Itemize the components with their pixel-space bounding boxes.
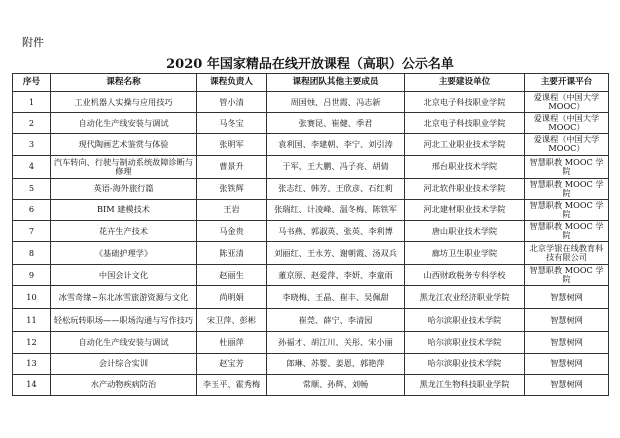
row-course-name: 轻松玩转职场——职场沟通与写作技巧 [51, 309, 197, 332]
document-title: 2020 年国家精品在线开放课程（高职）公示名单 [166, 57, 454, 72]
row-platform: 智慧职教 MOOC 学院 [525, 155, 609, 178]
row-course-lead: 陈亚清 [197, 242, 267, 265]
row-no: 4 [13, 155, 51, 178]
row-team-members: 于军、王大鹏、冯子亮、胡倩 [267, 155, 405, 178]
table-row [13, 374, 609, 395]
row-no: 9 [13, 265, 51, 286]
header-course-lead: 课程负责人 [197, 74, 267, 92]
row-course-lead: 尚明娟 [197, 286, 267, 309]
row-course-lead: 王岩 [197, 199, 267, 220]
row-main-unit: 黑龙江农业经济职业学院 [405, 286, 525, 309]
row-no: 6 [13, 199, 51, 220]
row-platform: 智慧职教 MOOC 学院 [525, 178, 609, 199]
row-no: 8 [13, 242, 51, 265]
row-platform: 智慧职教 MOOC 学院 [525, 199, 609, 220]
row-team-members: 马书燕、郭淑英、张英、李利博 [267, 220, 405, 241]
header-platform: 主要开课平台 [525, 74, 609, 92]
row-course-name: 现代陶画艺术鉴赏与体验 [51, 134, 197, 155]
row-platform: 智慧树网 [525, 332, 609, 353]
row-course-name: 水产动物疾病防治 [51, 374, 197, 395]
row-team-members: 董京原、赵爱萍、李妍、李童雨 [267, 265, 405, 286]
row-course-lead: 杜丽萍 [197, 332, 267, 353]
row-team-members: 刘丽红、王永芳、谢朝霞、汤双兵 [267, 242, 405, 265]
row-no: 2 [13, 113, 51, 134]
row-course-lead: 管小清 [197, 92, 267, 113]
header-team-members: 课程团队其他主要成员 [267, 74, 405, 92]
row-platform: 智慧树网 [525, 286, 609, 309]
row-main-unit: 哈尔滨职业技术学院 [405, 332, 525, 353]
row-course-name: 冰雪奇缘~东北冰雪旅游资源与文化 [51, 286, 197, 309]
row-course-name: 自动化生产线安装与调试 [51, 332, 197, 353]
row-course-name: 自动化生产线安装与调试 [51, 113, 197, 134]
table-row [13, 265, 609, 286]
row-main-unit: 哈尔滨职业技术学院 [405, 353, 525, 374]
row-main-unit: 山西财政税务专科学校 [405, 265, 525, 286]
table-row [13, 309, 609, 332]
row-course-lead: 张铁辉 [197, 178, 267, 199]
row-no: 10 [13, 286, 51, 309]
row-course-name: BIM 建模技术 [51, 199, 197, 220]
row-main-unit: 邢台职业技术学院 [405, 155, 525, 178]
row-course-name: 《基础护理学》 [51, 242, 197, 265]
row-main-unit: 河北建材职业技术学院 [405, 199, 525, 220]
row-course-lead: 曹景升 [197, 155, 267, 178]
row-team-members: 张瑞红、计凌峰、温冬梅、陈铁军 [267, 199, 405, 220]
course-list-table [12, 73, 609, 396]
table-row [13, 242, 609, 265]
row-no: 13 [13, 353, 51, 374]
row-no: 7 [13, 220, 51, 241]
row-platform: 智慧职教 MOOC 学院 [525, 220, 609, 241]
row-team-members: 袁利国、李建朝、李宁、刘引涛 [267, 134, 405, 155]
row-team-members: 常顺、孙辉、刘畅 [267, 374, 405, 395]
row-main-unit: 唐山职业技术学院 [405, 220, 525, 241]
row-team-members: 李晓梅、王晶、崔丰、吴佩甜 [267, 286, 405, 309]
row-platform: 爱课程（中国大学 MOOC） [525, 134, 609, 155]
row-team-members: 郎琳、苏婴、姜恩、郭艳萍 [267, 353, 405, 374]
attachment-label: 附件 [22, 36, 44, 49]
row-course-name: 汽车转向、行驶与制动系统故障诊断与修理 [51, 155, 197, 178]
row-team-members: 周国烛、吕世霞、冯志新 [267, 92, 405, 113]
header-main-unit: 主要建设单位 [405, 74, 525, 92]
row-course-lead: 宋卫萍、彭彬 [197, 309, 267, 332]
row-team-members: 张赛昆、崔健、季君 [267, 113, 405, 134]
row-main-unit: 廊坊卫生职业学院 [405, 242, 525, 265]
row-platform: 爱课程（中国大学 MOOC） [525, 92, 609, 113]
table-row [13, 92, 609, 113]
row-platform: 北京学银在线教育科技有限公司 [525, 242, 609, 265]
row-no: 12 [13, 332, 51, 353]
row-main-unit: 北京电子科技职业学院 [405, 113, 525, 134]
row-course-name: 工业机器人实操与应用技巧 [51, 92, 197, 113]
row-main-unit: 黑龙江生物科技职业学院 [405, 374, 525, 395]
row-team-members: 崔莞、薛宁、李清园 [267, 309, 405, 332]
row-platform: 智慧树网 [525, 374, 609, 395]
row-course-lead: 张明军 [197, 134, 267, 155]
table-row [13, 155, 609, 178]
row-platform: 智慧树网 [525, 353, 609, 374]
row-course-lead: 马冬宝 [197, 113, 267, 134]
table-row [13, 286, 609, 309]
row-no: 3 [13, 134, 51, 155]
table-row [13, 113, 609, 134]
row-team-members: 张志红、韩芳、王欣彦、石红莉 [267, 178, 405, 199]
row-main-unit: 北京电子科技职业学院 [405, 92, 525, 113]
header-course-name: 课程名称 [51, 74, 197, 92]
row-no: 5 [13, 178, 51, 199]
row-no: 11 [13, 309, 51, 332]
row-course-name: 花卉生产技术 [51, 220, 197, 241]
row-course-lead: 赵丽生 [197, 265, 267, 286]
row-course-lead: 马金贵 [197, 220, 267, 241]
row-course-name: 中国会计文化 [51, 265, 197, 286]
row-course-lead: 李玉平、霍秀梅 [197, 374, 267, 395]
row-main-unit: 河北工业职业技术学院 [405, 134, 525, 155]
row-team-members: 孙福才、胡江川、关彤、宋小丽 [267, 332, 405, 353]
row-no: 14 [13, 374, 51, 395]
row-no: 1 [13, 92, 51, 113]
table-header-row [13, 74, 609, 92]
row-course-name: 会计综合实训 [51, 353, 197, 374]
table-row [13, 353, 609, 374]
row-platform: 智慧职教 MOOC 学院 [525, 265, 609, 286]
row-main-unit: 哈尔滨职业技术学院 [405, 309, 525, 332]
row-platform: 智慧树网 [525, 309, 609, 332]
header-no: 序号 [13, 74, 51, 92]
table-row [13, 332, 609, 353]
row-course-name: 英语-海外旅行篇 [51, 178, 197, 199]
row-platform: 爱课程（中国大学 MOOC） [525, 113, 609, 134]
table-row [13, 220, 609, 241]
table-row [13, 134, 609, 155]
table-row [13, 199, 609, 220]
row-main-unit: 河北软件职业技术学院 [405, 178, 525, 199]
row-course-lead: 赵宝芳 [197, 353, 267, 374]
table-row [13, 178, 609, 199]
